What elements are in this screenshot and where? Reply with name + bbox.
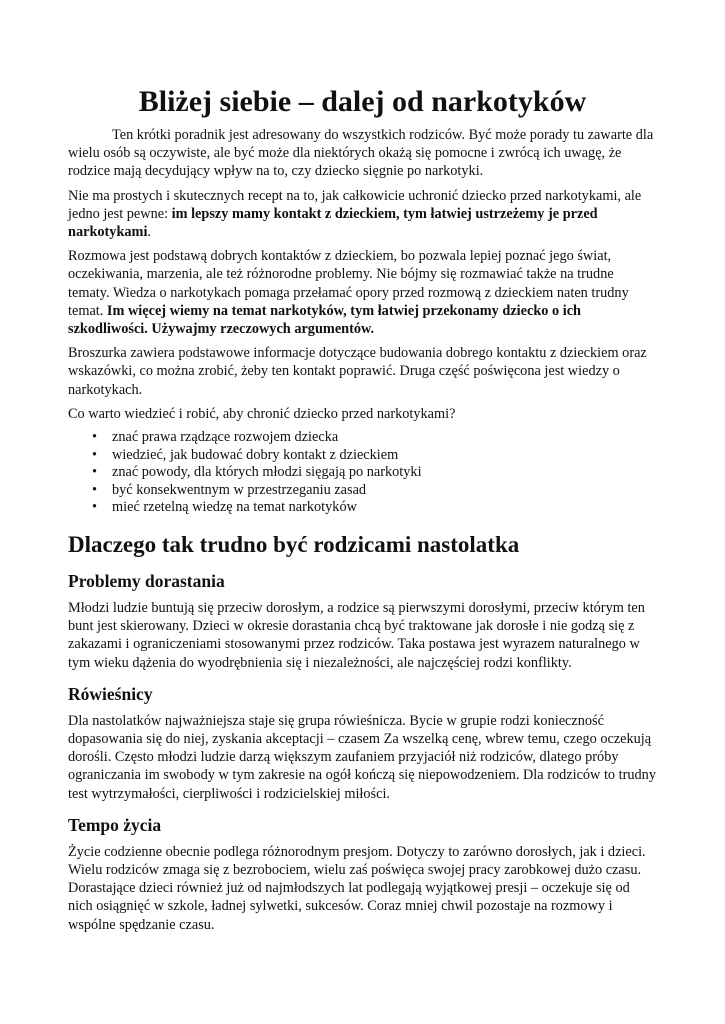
intro-paragraph-2 <box>68 187 657 242</box>
list-item <box>92 429 657 447</box>
list-item <box>92 481 657 500</box>
intro-paragraph-3 <box>68 247 657 338</box>
section-heading: Dlaczego tak trudno być rodzicami nastolatka <box>68 532 520 558</box>
bullet-icon: • <box>92 481 98 498</box>
list-item-text: znać prawa rządzące rozwojem dziecka <box>112 429 339 446</box>
intro-paragraph-2-text: Nie ma prostych i skutecznych recept na to, jak całkowicie uchronić dziecko przed narkotykami, ale jedno jest pewne: <box>68 187 642 222</box>
subsection-heading-rowiesnicy: Rówieśnicy <box>68 683 153 704</box>
intro-question-text: Co warto wiedzieć i robić, aby chronić dziecko przed narkotykami? <box>68 405 456 422</box>
bullet-icon: • <box>92 446 98 463</box>
subsection-heading-tempo: Tempo życia <box>68 814 162 835</box>
document-title: Bliżej siebie – dalej od narkotyków <box>138 85 587 118</box>
subsection-heading-problemy: Problemy dorastania <box>68 571 225 592</box>
list-item-text: wiedzieć, jak budować dobry kontakt z dzieckiem <box>112 446 399 463</box>
intro-paragraph-1 <box>68 126 657 181</box>
intro-paragraph-2-bold: im lepszy mamy kontakt z dzieckiem, tym łatwiej ustrzeżemy je przed narkotykami <box>68 205 598 241</box>
bullet-icon: • <box>92 429 98 446</box>
bullet-icon: • <box>92 464 98 481</box>
list-item-text: mieć rzetelną wiedzę na temat narkotyków <box>112 499 357 516</box>
intro-paragraph-3-text: Rozmowa jest podstawą dobrych kontaktów z dzieckiem, bo pozwala lepiej poznać jego świat, oczekiwania, marzenia, ale też różnorodne problemy. Nie bójmy się rozmawiać także na trudne tematy. Wiedza o narkotykach pomaga przełamać opory przed rozmową z dzieckiem naten trudny temat. <box>68 248 629 319</box>
list-item <box>92 499 657 517</box>
list-item-text: być konsekwentnym w przestrzeganiu zasad <box>112 481 367 498</box>
subsection-paragraph-problemy: Młodzi ludzie buntują się przeciw dorosłym, a rodzice są pierwszymi dorosłymi, przeciw którym ten bunt jest skierowany. Dzieci w okresie dorastania chcą być traktowane jak dorosłe i nie godzą się z zakazami i ograniczeniami stosowanymi przez rodziców. Taka postawa jest wyrazem naturalnego w tym wieku dążenia do wyodrębnienia się i niezależności, ale najczęściej rodzi konflikty. <box>68 600 645 671</box>
intro-paragraph-2-after: . <box>147 224 152 241</box>
list-item <box>92 464 657 482</box>
advice-list <box>68 429 657 517</box>
intro-paragraph-1-text: Ten krótki poradnik jest adresowany do wszystkich rodziców. Być może porady tu zawarte dla wielu osób są oczywiste, ale być może dla niektórych okażą się pomocne i zwrócą ich uwagę, że rodzice mają decydujący wpływ na to, czy dziecko sięgnie po narkotyki. <box>68 127 654 180</box>
subsection-paragraph-tempo: Życie codzienne obecnie podlega różnorodnym presjom. Dotyczy to zarówno dorosłych, jak i dzieci. Wielu rodziców zmaga się z bezrobociem, wielu zaś poświęca swojej pracy zarobkowej dużo czasu. Dorastające dzieci również już od najmłodszych lat podlegają wyjątkowej presji – oczekuje się od nich osiągnięć w szkole, ładnej sylwetki, sukcesów. Coraz mniej chwil pozostaje na rozmowy i wspólne spędzanie czasu. <box>68 843 646 933</box>
intro-paragraph-4-text: Broszurka zawiera podstawowe informacje dotyczące budowania dobrego kontaktu z dzieckiem oraz wskazówki, co można zrobić, żeby ten kontakt poprawić. Druga część poświęcona jest wiedzy o narkotykach. <box>68 345 647 398</box>
subsection-paragraph-rowiesnicy: Dla nastolatków najważniejsza staje się grupa rówieśnicza. Bycie w grupie rodzi konieczność dopasowania się do niej, zyskania akceptacji – czasem Za wszelką cenę, wbrew temu, czego oczekują dorośli. Często młodzi ludzie darzą większym zaufaniem przyjaciół niż rodziców, dlatego próby ograniczania im swobody w tym zakresie na ogół kończą się niepowodzeniem. Dla rodziców to trudny test wytrzymałości, cierpliwości i rodzicielskiej miłości. <box>68 712 656 802</box>
list-item <box>92 446 657 465</box>
intro-question <box>68 405 657 423</box>
bullet-icon: • <box>92 499 98 516</box>
list-item-text: znać powody, dla których młodzi sięgają po narkotyki <box>112 464 422 481</box>
intro-paragraph-4 <box>68 344 657 399</box>
intro-paragraph-3-bold: Im więcej wiemy na temat narkotyków, tym łatwiej przekonamy dziecko o ich szkodliwości. Używajmy rzeczowych argumentów. <box>68 302 582 338</box>
